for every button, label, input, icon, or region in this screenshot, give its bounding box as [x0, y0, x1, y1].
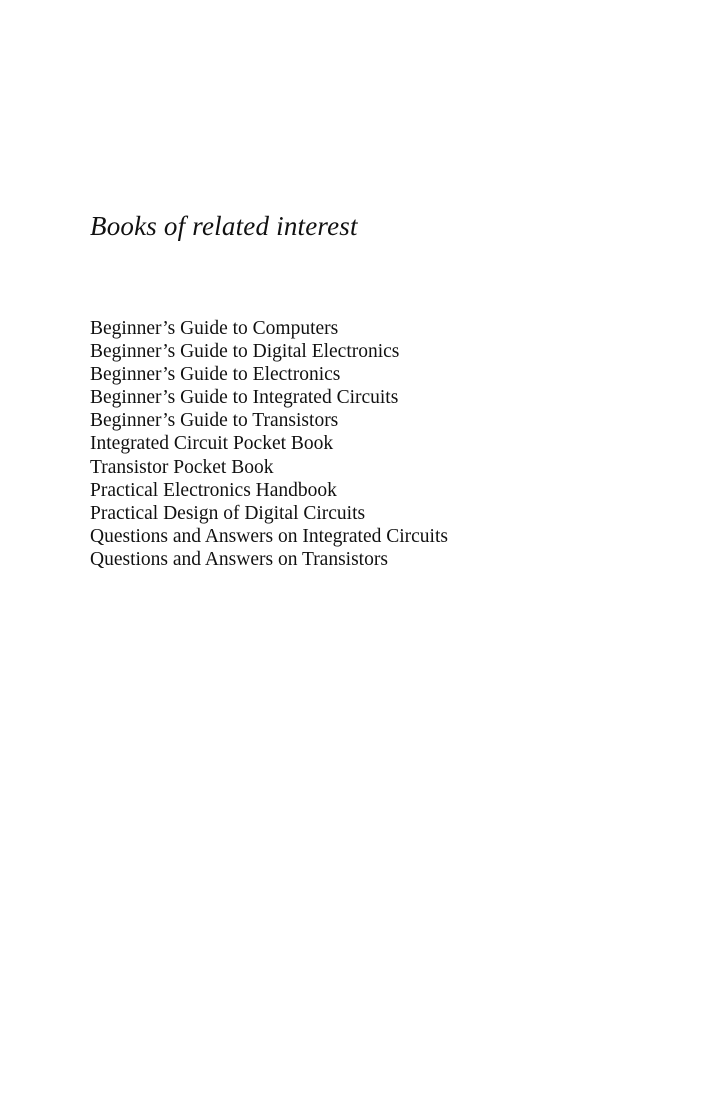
- book-title: Integrated Circuit Pocket Book: [90, 433, 334, 455]
- book-title: Practical Electronics Handbook: [90, 479, 337, 501]
- book-title: Beginner’s Guide to Digital Electronics: [90, 341, 400, 363]
- book-title: Questions and Answers on Integrated Circuits: [90, 525, 448, 547]
- book-title: Practical Design of Digital Circuits: [90, 502, 366, 524]
- book-title: Beginner’s Guide to Electronics: [90, 364, 341, 386]
- page-heading: Books of related interest: [90, 211, 358, 241]
- book-title: Beginner’s Guide to Transistors: [90, 410, 339, 432]
- book-title: Beginner’s Guide to Integrated Circuits: [90, 387, 399, 409]
- book-title: Beginner’s Guide to Computers: [90, 318, 339, 339]
- book-title: Questions and Answers on Transistors: [90, 548, 388, 570]
- book-title: Transistor Pocket Book: [90, 456, 274, 478]
- book-list: [90, 317, 448, 571]
